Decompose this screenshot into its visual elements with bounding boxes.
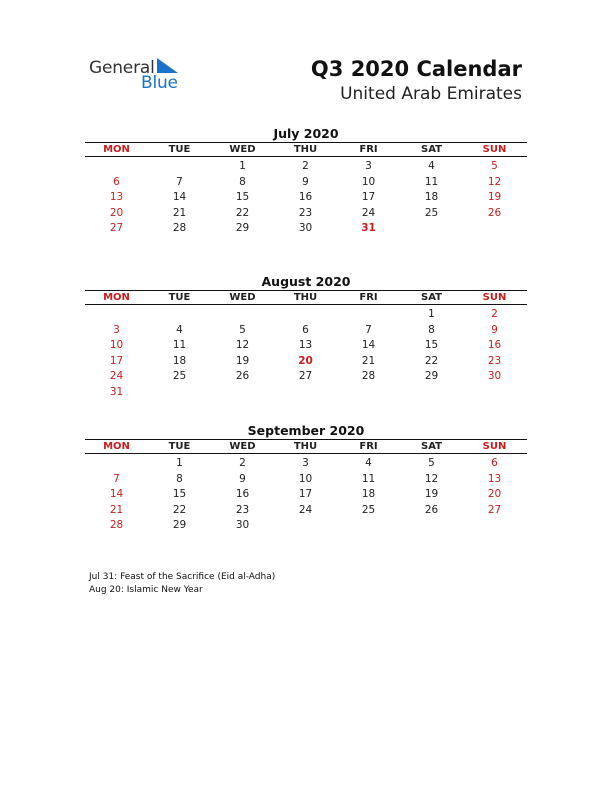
day-cell: 28 xyxy=(361,370,376,383)
weekday-label: THU xyxy=(293,441,318,452)
day-cell: 14 xyxy=(172,191,187,204)
day-cell xyxy=(463,221,526,237)
weekday-label: SAT xyxy=(421,292,442,303)
day-cell: 1 xyxy=(239,160,246,172)
weekday-label: SAT xyxy=(421,441,442,452)
week-row xyxy=(85,369,527,385)
day-cell: 5 xyxy=(239,323,246,336)
weekday-label: FRI xyxy=(359,144,378,155)
day-cell xyxy=(274,385,337,401)
weekday-label: WED xyxy=(229,144,256,155)
day-cell: 25 xyxy=(424,206,439,219)
generalblue-logo xyxy=(89,58,189,94)
day-cell: 20 xyxy=(109,206,124,219)
day-cell xyxy=(274,518,337,534)
week-rows xyxy=(85,307,527,401)
day-cell xyxy=(463,385,526,401)
day-cell: 8 xyxy=(239,175,246,188)
day-cell: 23 xyxy=(235,503,250,516)
month-august xyxy=(85,273,527,401)
weekday-label: MON xyxy=(103,441,130,452)
day-cell: 21 xyxy=(172,206,187,219)
day-cell: 27 xyxy=(109,222,124,235)
day-cell: 1 xyxy=(176,457,183,469)
day-cell: 26 xyxy=(235,370,250,383)
day-cell: 13 xyxy=(487,472,502,485)
month-divider xyxy=(85,453,527,454)
day-cell: 17 xyxy=(298,488,313,501)
weekday-label: WED xyxy=(229,292,256,303)
month-title: September 2020 xyxy=(247,423,365,438)
month-divider xyxy=(85,156,527,157)
day-cell: 30 xyxy=(487,370,502,383)
day-cell xyxy=(337,385,400,401)
day-cell: 20 xyxy=(487,488,502,501)
weekday-label: TUE xyxy=(168,441,191,452)
week-row xyxy=(85,323,527,339)
day-cell: 25 xyxy=(172,370,187,383)
day-cell: 19 xyxy=(424,488,439,501)
day-cell: 24 xyxy=(361,206,376,219)
month-september xyxy=(85,422,527,534)
day-cell: 28 xyxy=(172,222,187,235)
day-cell: 8 xyxy=(428,323,435,336)
day-cell: 7 xyxy=(176,175,183,188)
day-cell: 2 xyxy=(491,308,498,320)
day-cell: 28 xyxy=(109,519,124,532)
week-rows xyxy=(85,159,527,237)
day-cell: 29 xyxy=(172,519,187,532)
day-cell: 17 xyxy=(361,191,376,204)
day-cell: 25 xyxy=(361,503,376,516)
day-cell: 9 xyxy=(491,323,498,336)
weekday-header-row xyxy=(85,440,527,453)
week-row xyxy=(85,190,527,206)
week-row xyxy=(85,159,527,175)
day-cell: 4 xyxy=(176,323,183,336)
day-cell: 23 xyxy=(298,206,313,219)
day-cell: 14 xyxy=(109,488,124,501)
day-cell xyxy=(148,385,211,401)
holiday-note: Aug 20: Islamic New Year xyxy=(89,585,203,595)
weekday-label: MON xyxy=(103,144,130,155)
day-cell: 9 xyxy=(302,175,309,188)
day-cell xyxy=(211,307,274,323)
day-cell: 29 xyxy=(235,222,250,235)
week-row xyxy=(85,307,527,323)
day-cell: 15 xyxy=(172,488,187,501)
day-cell: 8 xyxy=(176,472,183,485)
week-row xyxy=(85,221,527,237)
day-cell: 15 xyxy=(424,339,439,352)
day-cell: 3 xyxy=(365,160,372,172)
day-cell: 2 xyxy=(239,457,246,469)
day-cell: 21 xyxy=(361,354,376,367)
page-subtitle: United Arab Emirates xyxy=(340,84,522,104)
weekday-label: SAT xyxy=(421,144,442,155)
day-cell: 16 xyxy=(235,488,250,501)
week-row xyxy=(85,487,527,503)
day-cell: 4 xyxy=(365,457,372,469)
day-cell xyxy=(148,159,211,175)
day-cell xyxy=(211,385,274,401)
day-cell: 11 xyxy=(361,472,376,485)
day-cell: 22 xyxy=(424,354,439,367)
day-cell: 6 xyxy=(302,323,309,336)
day-cell: 1 xyxy=(428,308,435,320)
day-cell: 30 xyxy=(235,519,250,532)
weekday-label: SUN xyxy=(482,441,507,452)
week-row xyxy=(85,354,527,370)
day-cell xyxy=(463,518,526,534)
day-cell: 14 xyxy=(361,339,376,352)
day-cell xyxy=(274,307,337,323)
day-cell: 29 xyxy=(424,370,439,383)
weekday-header-row xyxy=(85,143,527,156)
weekday-label: TUE xyxy=(168,292,191,303)
day-cell: 20 xyxy=(298,354,313,367)
day-cell: 17 xyxy=(109,354,124,367)
week-row xyxy=(85,206,527,222)
day-cell: 7 xyxy=(365,323,372,336)
week-row xyxy=(85,456,527,472)
day-cell: 31 xyxy=(109,385,124,398)
day-cell: 6 xyxy=(113,175,120,188)
week-row xyxy=(85,472,527,488)
day-cell: 3 xyxy=(302,457,309,469)
day-cell: 21 xyxy=(109,503,124,516)
holiday-notes xyxy=(89,571,275,597)
day-cell xyxy=(337,307,400,323)
day-cell: 5 xyxy=(428,457,435,469)
week-row xyxy=(85,338,527,354)
weekday-label: FRI xyxy=(359,441,378,452)
day-cell: 23 xyxy=(487,354,502,367)
week-row xyxy=(85,518,527,534)
day-cell xyxy=(400,518,463,534)
day-cell: 22 xyxy=(172,503,187,516)
day-cell: 3 xyxy=(113,323,120,336)
weekday-label: MON xyxy=(103,292,130,303)
day-cell: 11 xyxy=(424,175,439,188)
day-cell: 12 xyxy=(235,339,250,352)
day-cell: 27 xyxy=(298,370,313,383)
week-row xyxy=(85,503,527,519)
weekday-header-row xyxy=(85,291,527,304)
day-cell: 10 xyxy=(298,472,313,485)
day-cell: 11 xyxy=(172,339,187,352)
page-title: Q3 2020 Calendar xyxy=(310,57,522,81)
day-cell: 24 xyxy=(298,503,313,516)
week-rows xyxy=(85,456,527,534)
logo-text-blue: Blue xyxy=(141,73,178,93)
day-cell: 12 xyxy=(487,175,502,188)
holiday-note: Jul 31: Feast of the Sacrifice (Eid al-Adha) xyxy=(89,572,276,582)
weekday-label: THU xyxy=(293,144,318,155)
month-july xyxy=(85,125,527,237)
logo-text-general: General xyxy=(89,58,155,78)
weekday-label: TUE xyxy=(168,144,191,155)
weekday-label: WED xyxy=(229,441,256,452)
day-cell: 10 xyxy=(361,175,376,188)
day-cell xyxy=(337,518,400,534)
day-cell: 10 xyxy=(109,339,124,352)
day-cell: 12 xyxy=(424,472,439,485)
weekday-label: SUN xyxy=(482,292,507,303)
day-cell: 31 xyxy=(361,222,376,235)
day-cell: 2 xyxy=(302,160,309,172)
day-cell: 18 xyxy=(361,488,376,501)
day-cell: 19 xyxy=(487,191,502,204)
day-cell: 16 xyxy=(487,339,502,352)
month-divider xyxy=(85,304,527,305)
day-cell: 18 xyxy=(172,354,187,367)
day-cell: 26 xyxy=(487,206,502,219)
day-cell: 4 xyxy=(428,160,435,172)
day-cell xyxy=(400,221,463,237)
week-row xyxy=(85,385,527,401)
day-cell: 6 xyxy=(491,457,498,469)
day-cell xyxy=(85,307,148,323)
day-cell xyxy=(148,307,211,323)
day-cell: 19 xyxy=(235,354,250,367)
month-title: July 2020 xyxy=(273,126,339,141)
day-cell: 9 xyxy=(239,472,246,485)
day-cell: 30 xyxy=(298,222,313,235)
weekday-label: SUN xyxy=(482,144,507,155)
weekday-label: THU xyxy=(293,292,318,303)
day-cell: 13 xyxy=(109,191,124,204)
day-cell: 7 xyxy=(113,472,120,485)
week-row xyxy=(85,175,527,191)
day-cell: 5 xyxy=(491,160,498,172)
day-cell: 22 xyxy=(235,206,250,219)
day-cell: 24 xyxy=(109,370,124,383)
day-cell xyxy=(85,456,148,472)
day-cell: 26 xyxy=(424,503,439,516)
day-cell: 15 xyxy=(235,191,250,204)
day-cell: 13 xyxy=(298,339,313,352)
day-cell xyxy=(85,159,148,175)
day-cell: 27 xyxy=(487,503,502,516)
weekday-label: FRI xyxy=(359,292,378,303)
day-cell: 16 xyxy=(298,191,313,204)
month-title: August 2020 xyxy=(261,274,351,289)
logo-triangle-icon xyxy=(157,58,179,74)
day-cell: 18 xyxy=(424,191,439,204)
day-cell xyxy=(400,385,463,401)
